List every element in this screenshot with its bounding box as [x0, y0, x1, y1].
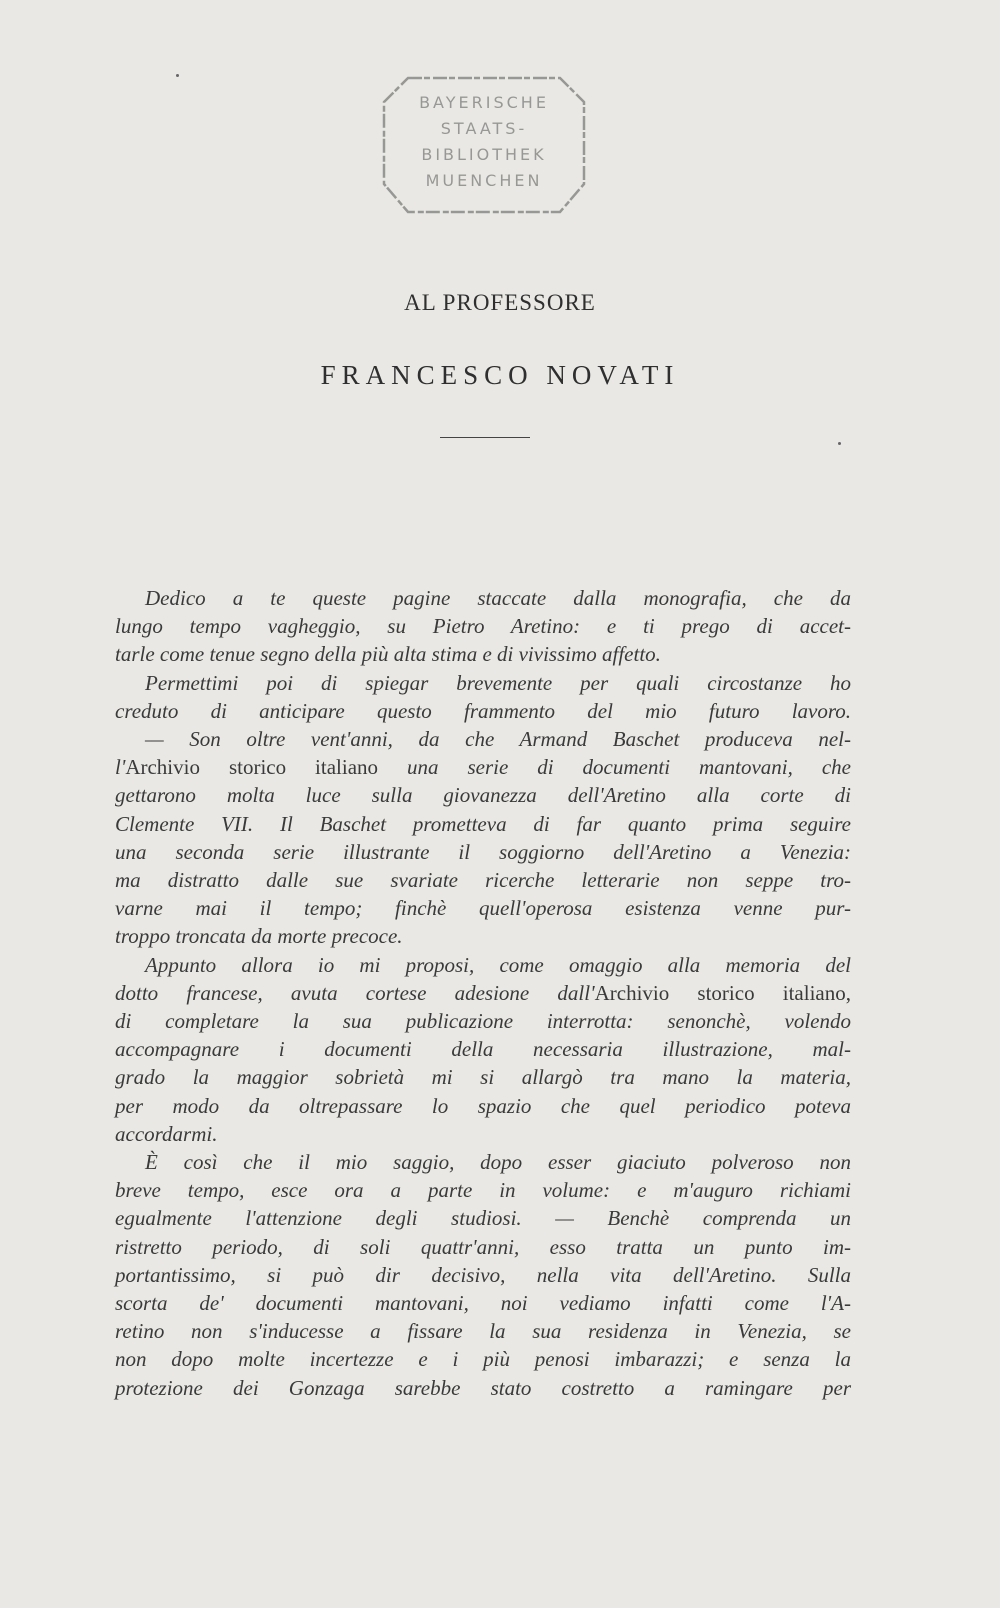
- text-line: scorta de' documenti mantovani, noi vediamo infatti come l'A-: [115, 1291, 851, 1316]
- text-line: [115, 753, 851, 781]
- text-fragment: l': [115, 755, 126, 780]
- speck: [838, 442, 841, 445]
- text-line: accordarmi.: [115, 1121, 218, 1146]
- text-line: Appunto allora io mi proposi, come omaggio alla memoria del: [145, 952, 851, 977]
- journal-title: Archivio storico italiano,: [594, 980, 851, 1005]
- text-line: retino non s'inducesse a fissare la sua residenza in Venezia, se: [115, 1319, 851, 1344]
- text-line: ma distratto dalle sue svariate ricerche letterarie non seppe tro-: [115, 868, 851, 893]
- divider-rule: [440, 437, 530, 438]
- text-line: varne mai il tempo; finchè quell'operosa esistenza venne pur-: [115, 896, 851, 921]
- stamp-line: MUENCHEN: [425, 171, 543, 190]
- journal-title: Archivio storico italiano: [125, 755, 379, 780]
- text-line: Dedico a te queste pagine staccate dalla monografia, che da: [145, 586, 851, 610]
- text-line: accompagnare i documenti della necessaria illustrazione, mal-: [115, 1037, 851, 1062]
- text-line: grado la maggior sobrietà mi si allargò tra mano la materia,: [115, 1065, 851, 1090]
- text-line: tarle come tenue segno della più alta stima e di vivissimo affetto.: [115, 642, 661, 667]
- text-fragment: una serie di documenti mantovani, che: [378, 755, 851, 780]
- dedication-letter: [115, 584, 851, 1402]
- text-line: È così che il mio saggio, dopo esser giaciuto polveroso non: [145, 1150, 851, 1175]
- text-fragment: dotto francese, avuta cortese adesione dall': [115, 980, 595, 1005]
- text-line: Clemente VII. Il Baschet prometteva di far quanto prima seguire: [115, 811, 851, 836]
- text-line: egualmente l'attenzione degli studiosi. — Benchè comprenda un: [115, 1206, 851, 1231]
- paragraph: [115, 584, 851, 669]
- stamp-line: BAYERISCHE: [419, 93, 549, 112]
- text-line: di completare la sua publicazione interrotta: senonchè, volendo: [115, 1009, 851, 1034]
- dedication-line-1: AL PROFESSORE: [404, 290, 596, 315]
- text-line: protezione dei Gonzaga sarebbe stato costretto a ramingare per: [115, 1375, 851, 1400]
- stamp-line: STAATS-: [440, 119, 528, 138]
- dedication-line-2: FRANCESCO NOVATI: [320, 360, 680, 390]
- text-line: non dopo molte incertezze e i più penosi imbarazzi; e senza la: [115, 1347, 851, 1372]
- paragraph: [115, 951, 851, 1148]
- text-line: gettarono molta luce sulla giovanezza dell'Aretino alla corte di: [115, 783, 851, 808]
- text-line: breve tempo, esce ora a parte in volume: e m'auguro richiami: [115, 1178, 851, 1203]
- paragraph: [115, 1148, 851, 1402]
- text-line: per modo da oltrepassare lo spazio che quel periodico poteva: [115, 1093, 851, 1118]
- text-line: portantissimo, si può dir decisivo, nella vita dell'Aretino. Sulla: [115, 1262, 851, 1287]
- text-line: lungo tempo vagheggio, su Pietro Aretino: e ti prego di accet-: [115, 614, 851, 639]
- paragraph: [115, 669, 851, 951]
- library-stamp: [378, 72, 590, 220]
- text-line: ristretto periodo, di soli quattr'anni, esso tratta un punto im-: [115, 1234, 851, 1259]
- text-line: Permettimi poi di spiegar brevemente per quali circostanze ho: [145, 670, 851, 695]
- speck: [176, 74, 179, 77]
- stamp-line: BIBLIOTHEK: [421, 145, 547, 164]
- text-line: [115, 979, 851, 1007]
- text-line: una seconda serie illustrante il soggiorno dell'Aretino a Venezia:: [115, 839, 851, 864]
- text-line: troppo troncata da morte precoce.: [115, 924, 403, 949]
- text-line: creduto di anticipare questo frammento del mio futuro lavoro.: [115, 698, 851, 723]
- text-line: — Son oltre vent'anni, da che Armand Baschet produceva nel-: [145, 727, 851, 752]
